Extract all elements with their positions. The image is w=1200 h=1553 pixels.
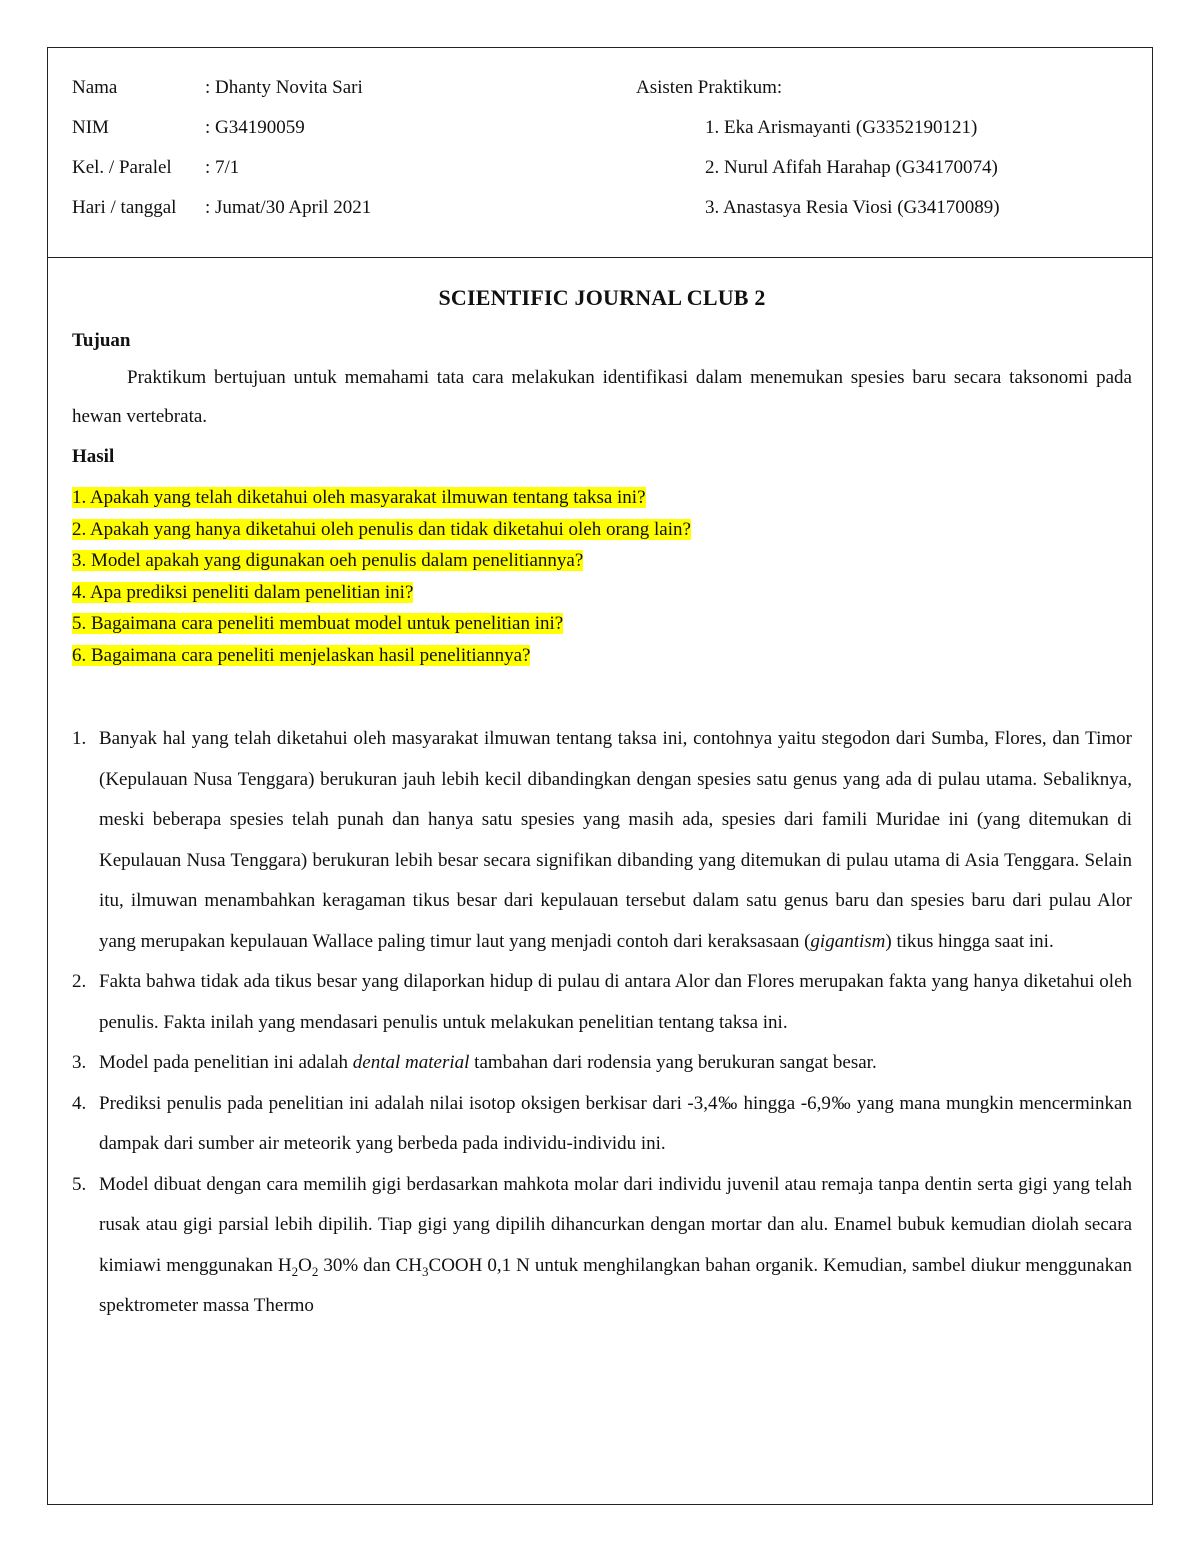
answer-text: Banyak hal yang telah diketahui oleh masyarakat ilmuwan tentang taksa ini, contohnya yaitu stegodon dari Sumba, Flores, dan Timor (Kepulauan Nusa Tenggara) berukuran jauh lebih kecil dibandingkan dengan spesies satu genus yang ada di pulau utama. Sebaliknya, meski beberapa spesies telah punah dan hanya satu spesies yang masih ada, spesies dari famili Muridae ini (yang ditemukan di Kepulauan Nusa Tenggara) berukuran lebih besar secara signifikan dibanding yang ditemukan di pulau utama di Asia Tenggara. Selain itu, ilmuwan menambahkan keragaman tikus besar dari kepulauan tersebut dalam satu genus baru dan spesies baru dari pulau Alor yang merupakan kepulauan Wallace paling timur laut yang menjadi contoh dari keraksasaan (	[99, 728, 1132, 952]
chem-subscript: 2	[311, 1263, 319, 1279]
tujuan-heading: Tujuan	[72, 330, 131, 351]
student-name-label: Nama	[72, 77, 118, 98]
answer-number: 2.	[72, 971, 87, 992]
student-date-label: Hari / tanggal	[72, 197, 177, 218]
question-text: 1. Apakah yang telah diketahui oleh masyarakat ilmuwan tentang taksa ini?	[72, 487, 646, 508]
question-text: 3. Model apakah yang digunakan oeh penulis dalam penelitiannya?	[72, 550, 584, 571]
student-date-line	[72, 197, 371, 219]
answer-item-4	[72, 1084, 1132, 1165]
answer-item-3	[72, 1043, 1132, 1084]
question-item	[72, 545, 1132, 577]
chem-subscript: 2	[291, 1263, 299, 1279]
chem-text: O	[298, 1254, 312, 1276]
answer-italic-term: dental material	[352, 1052, 470, 1073]
question-item	[72, 514, 1132, 546]
chem-text: 30% dan CH	[318, 1254, 423, 1276]
answer-number: 4.	[72, 1092, 87, 1114]
student-name-line	[72, 77, 363, 99]
answer-text: Model dibuat dengan cara memilih gigi berdasarkan mahkota molar dari individu juvenil atau remaja tanpa dentin serta gigi yang telah rusak atau gigi parsial lebih dipilih. Tiap gigi yang dipilih dihancurkan dengan mortar dan alu. Enamel bubuk kemudian diolah secara kimiawi menggunakan H	[99, 1173, 1132, 1276]
student-group-line	[72, 157, 239, 179]
student-nim-label: NIM	[72, 117, 109, 138]
student-date-value: : Jumat/30 April 2021	[205, 197, 372, 218]
question-item	[72, 640, 1132, 672]
question-item	[72, 608, 1132, 640]
student-group-label: Kel. / Paralel	[72, 157, 172, 178]
question-list	[72, 482, 1132, 671]
question-text: 2. Apakah yang hanya diketahui oleh penulis dan tidak diketahui oleh orang lain?	[72, 518, 691, 540]
tujuan-paragraph: Praktikum bertujuan untuk memahami tata cara melakukan identifikasi dalam menemukan spesies baru secara taksonomi pada hewan vertebrata.	[72, 367, 1132, 427]
answer-text-tail: tambahan dari rodensia yang berukuran sangat besar.	[469, 1052, 877, 1073]
student-group-value: : 7/1	[205, 157, 240, 178]
question-item	[72, 482, 1132, 514]
student-nim-value: : G34190059	[205, 117, 305, 138]
answer-item-5	[72, 1165, 1132, 1327]
assistants-heading: Asisten Praktikum:	[636, 77, 783, 98]
assistant-item-1: 1. Eka Arismayanti (G3352190121)	[705, 117, 978, 138]
hasil-heading: Hasil	[72, 446, 115, 467]
answer-list	[72, 719, 1132, 1327]
document-title: SCIENTIFIC JOURNAL CLUB 2	[438, 285, 766, 310]
header-block	[48, 48, 1152, 258]
answer-text: Fakta bahwa tidak ada tikus besar yang dilaporkan hidup di pulau di antara Alor dan Flores merupakan fakta yang hanya diketahui oleh penulis. Fakta inilah yang mendasari penulis untuk melakukan penelitian tentang taksa ini.	[99, 971, 1132, 1033]
answer-text: Model pada penelitian ini adalah	[99, 1052, 353, 1073]
answer-number: 5.	[72, 1173, 87, 1195]
student-nim-line	[72, 117, 305, 139]
answer-text: Prediksi penulis pada penelitian ini adalah nilai isotop oksigen berkisar dari -3,4‰ hingga -6,9‰ yang mana mungkin mencerminkan dampak dari sumber air meteorik yang berbeda pada individu-individu ini.	[99, 1092, 1132, 1154]
answer-italic-term: gigantism	[810, 930, 886, 952]
answer-item-2	[72, 962, 1132, 1043]
document-body	[72, 274, 1132, 1327]
student-name-value: : Dhanty Novita Sari	[205, 77, 363, 98]
answer-text-tail: COOH 0,1 N untuk menghilangkan bahan organik. Kemudian, sambel diukur menggunakan spektrometer massa Thermo	[99, 1254, 1133, 1316]
assistant-item-2: 2. Nurul Afifah Harahap (G34170074)	[705, 157, 998, 178]
answer-number: 1.	[72, 728, 87, 749]
page-frame	[47, 47, 1153, 1505]
assistant-item-3: 3. Anastasya Resia Viosi (G34170089)	[705, 197, 1000, 218]
chem-subscript: 3	[422, 1263, 429, 1279]
answer-item-1	[72, 719, 1132, 962]
question-text: 6. Bagaimana cara peneliti menjelaskan hasil penelitiannya?	[72, 644, 531, 666]
question-item	[72, 577, 1132, 609]
answer-text-tail: ) tikus hingga saat ini.	[885, 930, 1054, 952]
question-text: 4. Apa prediksi peneliti dalam penelitian ini?	[72, 581, 414, 603]
answer-number: 3.	[72, 1052, 87, 1073]
question-text: 5. Bagaimana cara peneliti membuat model untuk penelitian ini?	[72, 613, 564, 634]
